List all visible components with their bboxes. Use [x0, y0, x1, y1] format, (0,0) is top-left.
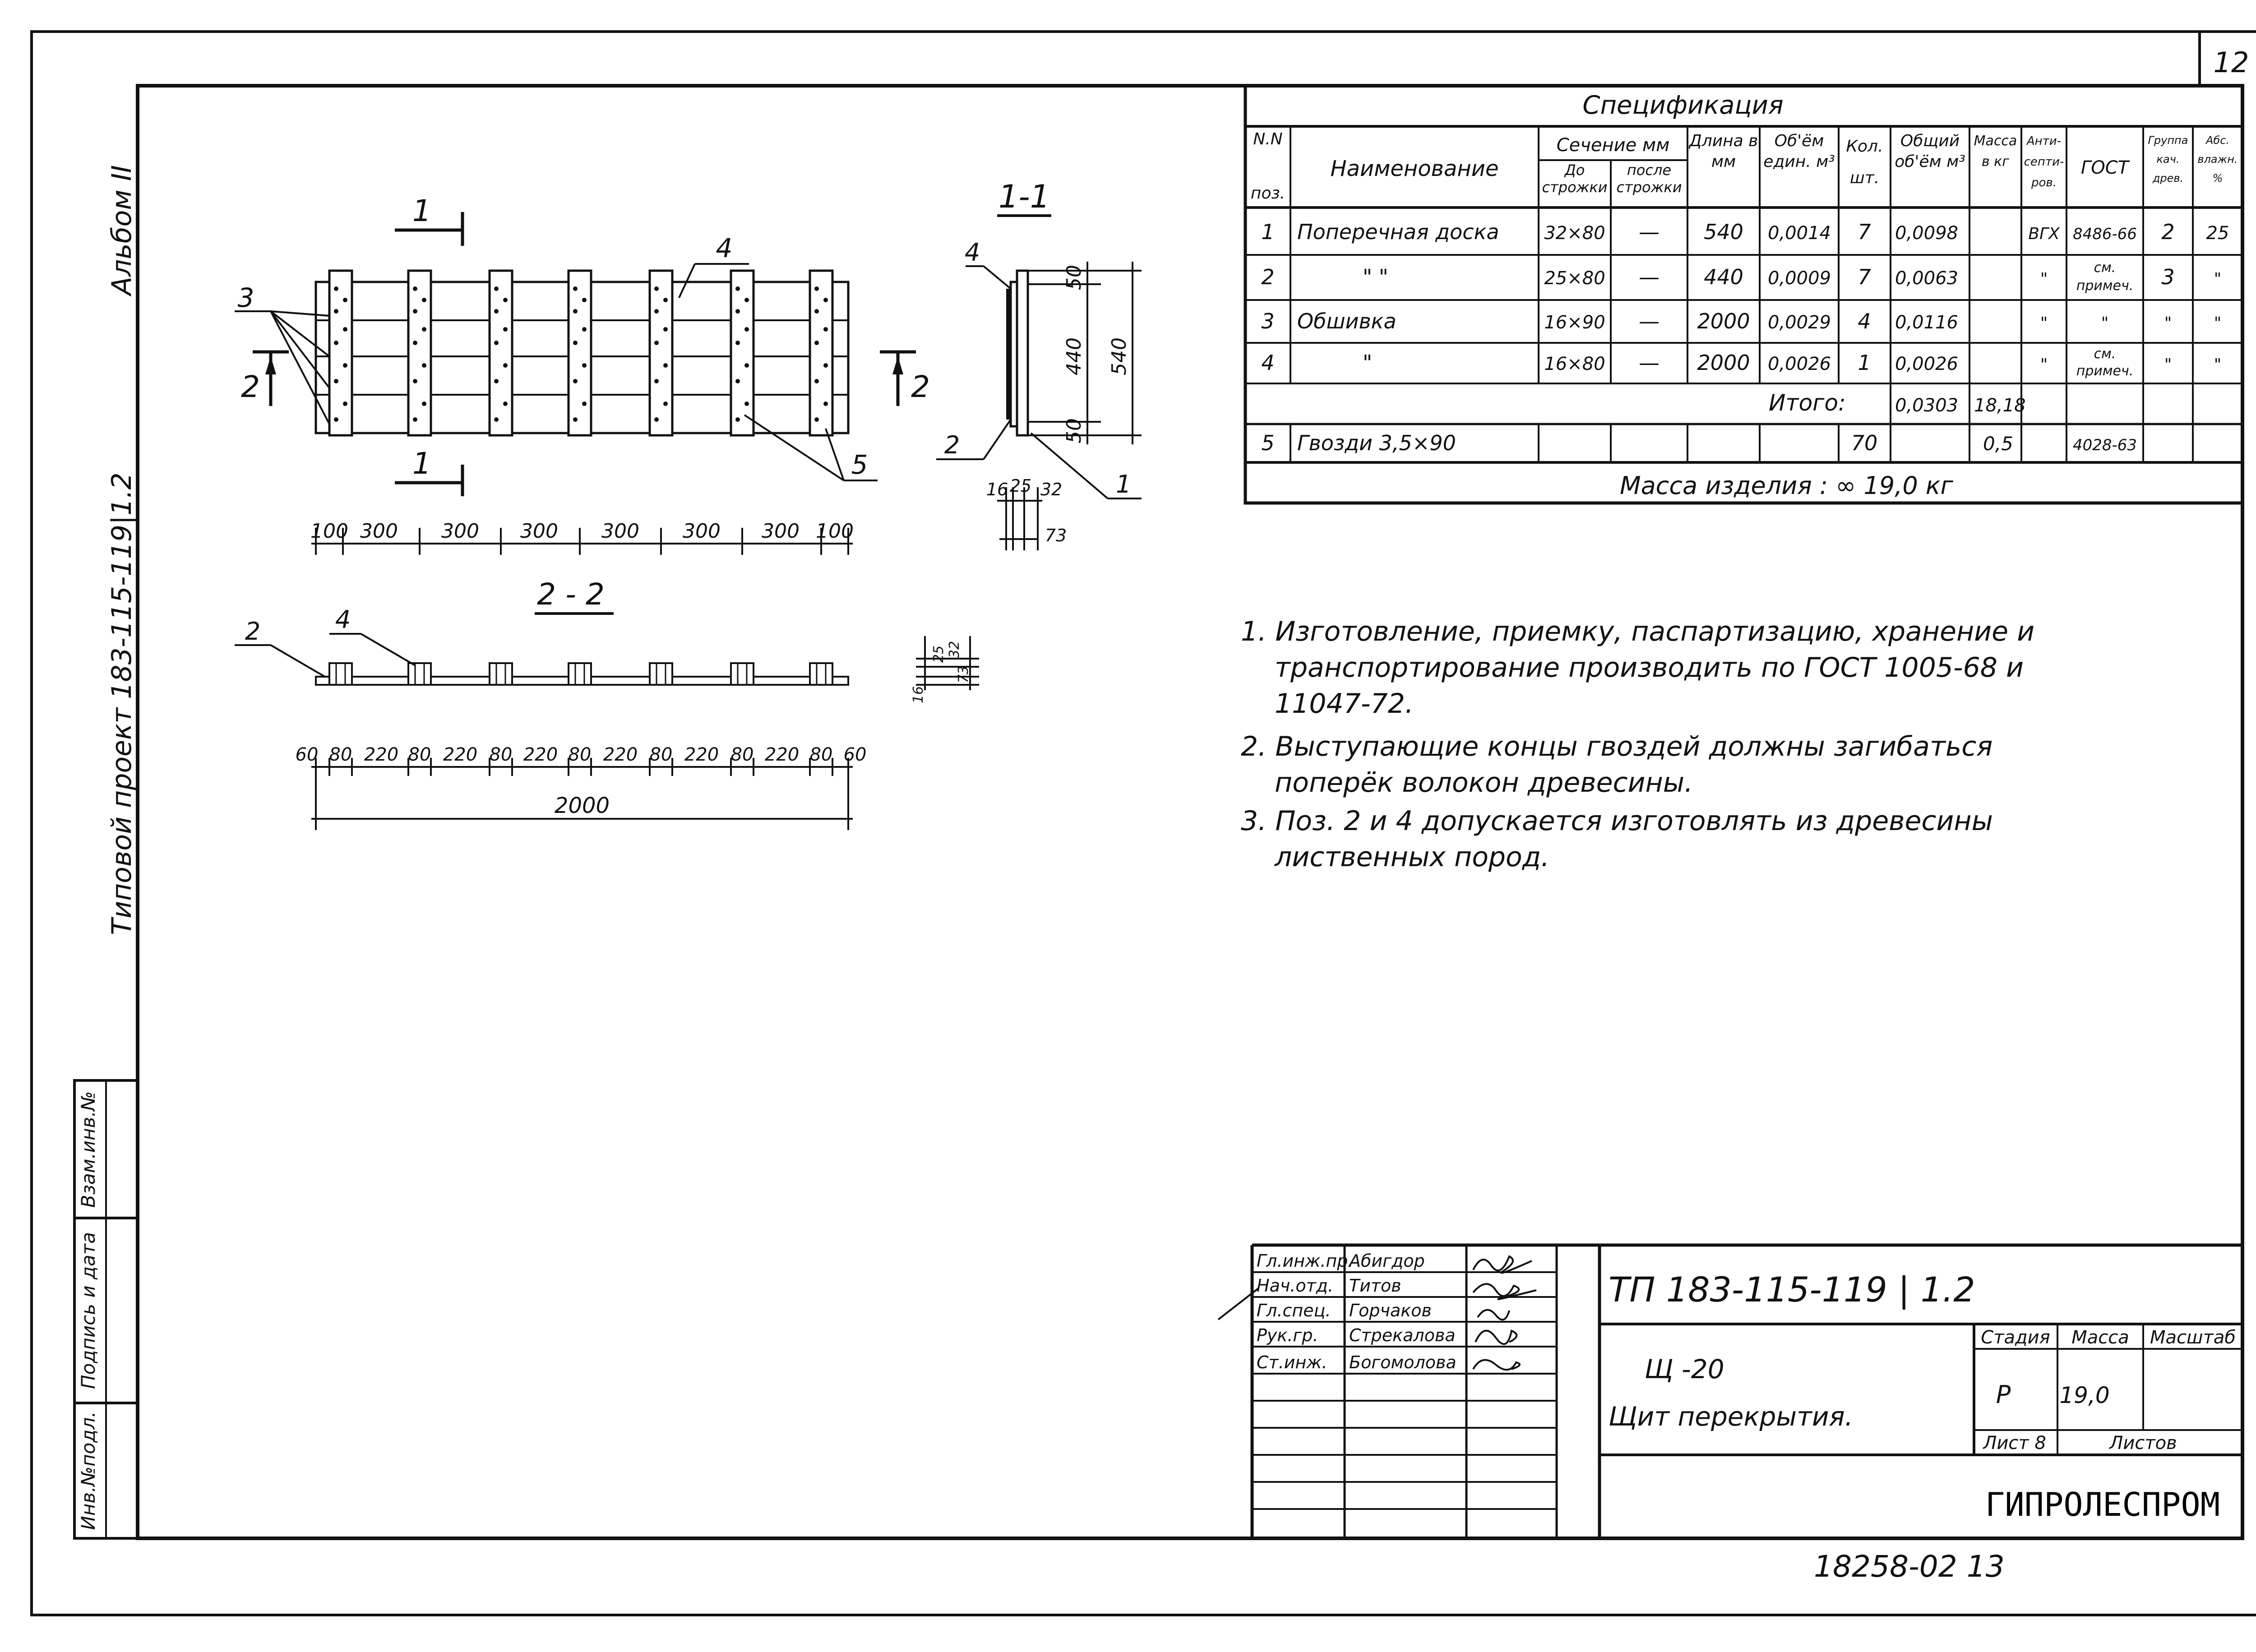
side-cell-replace: Взам.инв.№ [77, 1091, 99, 1208]
section-1-1-dim-h: 73 [1045, 526, 1067, 545]
leader-label: 5 [851, 449, 868, 480]
section-2-2-cross [490, 663, 512, 685]
section-1-1 [936, 178, 1142, 550]
plan-dim: 100 [310, 520, 348, 543]
spec-total-label: Итого: [1769, 390, 1846, 416]
item-code: Щ -20 [1645, 1354, 1724, 1384]
spec-row-total: 0,0063 [1895, 268, 1958, 289]
note-line: 3. Поз. 2 и 4 допускается изготовлять из древесины [1241, 805, 1993, 837]
section-1-1-leader: 2 [944, 431, 960, 459]
spec-row-antiseptic: ВГХ [2028, 225, 2060, 243]
spec-row-length: 440 [1704, 265, 1743, 289]
plan-dim: 300 [360, 520, 398, 543]
spec-row-gost: см. примеч. [2076, 260, 2134, 294]
spec-row-pos: 4 [1261, 351, 1275, 375]
plan-view [235, 194, 930, 555]
bottom-code: 18258-02 13 [1814, 1549, 2005, 1584]
spec-row-name: Поперечная доска [1297, 220, 1499, 244]
spec-row-after: — [1639, 265, 1660, 289]
section-2-2-cross [408, 663, 431, 685]
spec-row-before: 16×80 [1544, 354, 1605, 374]
section-2-2-dim: 60 [295, 744, 319, 765]
section-1-1-leader: 4 [964, 238, 980, 267]
spec-row-grade: " [2164, 314, 2172, 332]
cross-board [810, 271, 832, 435]
spec-total-volume: 0,0303 [1895, 395, 1958, 416]
cross-board [408, 271, 431, 435]
spec-nails-mass: 0,5 [1983, 433, 2013, 455]
section-2-2-dim: 80 [649, 744, 673, 765]
title-block-role: Рук.гр. [1257, 1325, 1318, 1345]
spec-row-length: 540 [1704, 220, 1743, 244]
title-block-person: Стрекалова [1349, 1325, 1456, 1345]
hdr-qty: Кол. шт. [1846, 137, 1883, 187]
hdr-volume-total: Общий об'ём м³ [1895, 132, 1965, 171]
title-block-role: Ст.инж. [1257, 1352, 1327, 1372]
section-1-1-dim-h: 25 [1009, 476, 1032, 496]
spec-row-total: 0,0116 [1895, 312, 1958, 333]
spec-row-antiseptic: " [2040, 314, 2048, 332]
spec-row-humidity: " [2214, 314, 2222, 332]
spec-row-volume: 0,0014 [1768, 223, 1831, 244]
spec-row-pos: 1 [1261, 220, 1275, 244]
sheets-label: Листов [2109, 1433, 2177, 1454]
sheet-label: Лист 8 [1983, 1433, 2046, 1454]
hdr-length: Длина в мм [1689, 132, 1758, 171]
hdr-mass: Масса в кг [1974, 133, 2017, 170]
leader-label: 3 [237, 282, 254, 313]
plan-dim: 300 [762, 520, 800, 543]
spec-row-volume: 0,0026 [1768, 354, 1831, 374]
spec-row-before: 32×80 [1544, 223, 1605, 244]
section-2-2-cross [569, 663, 591, 685]
notes [1241, 616, 2034, 873]
spec-nails-qty: 70 [1851, 431, 1878, 455]
spec-row-name: Обшивка [1297, 309, 1396, 333]
title-block-role: Гл.инж.пр. [1257, 1251, 1354, 1271]
section-1-1-dim-h: 16 [986, 480, 1008, 499]
spec-row-gost: " [2101, 314, 2109, 332]
title-block-role: Нач.отд. [1257, 1276, 1334, 1296]
spec-row-volume: 0,0009 [1768, 268, 1831, 289]
spec-row-after: — [1639, 220, 1660, 244]
section-2-2-small-dim: 32 [947, 641, 962, 659]
hdr-volume-unit: Об'ём един. м³ [1763, 132, 1835, 171]
hdr-pos-bottom: поз. [1250, 184, 1285, 203]
product-mass: Масса изделия : ∞ 19,0 кг [1620, 471, 1953, 500]
section-2-2-dim: 220 [764, 744, 800, 765]
side-cell-inventory: Инв.№подл. [77, 1411, 99, 1530]
section-1-1-cross [1017, 271, 1028, 435]
spec-row-qty: 4 [1858, 309, 1871, 333]
note-line: поперёк волокон древесины. [1275, 767, 1693, 798]
page-number: 12 [2213, 46, 2249, 79]
spec-row-humidity: 25 [2206, 223, 2229, 244]
spec-row-qty: 1 [1858, 351, 1871, 375]
section-1-1-leader: 1 [1115, 470, 1132, 498]
section-1-1-dim-h: 32 [1040, 480, 1063, 499]
stage-label: Стадия [1981, 1327, 2050, 1348]
section-2-2-leader: 4 [335, 605, 351, 634]
hdr-section-before: До строжки [1542, 162, 1608, 196]
section-2-2-dim: 220 [684, 744, 719, 765]
side-cell-signature: Подпись и дата [77, 1232, 99, 1389]
title-block-person: Горчаков [1349, 1301, 1432, 1320]
section-1-1-title: 1-1 [998, 178, 1050, 215]
signature-scribbles [1473, 1256, 1536, 1370]
section-2-2-dim: 80 [489, 744, 513, 765]
spec-row-after: — [1639, 309, 1660, 333]
spec-title: Спецификация [1582, 91, 1784, 120]
hdr-gost: ГОСТ [2080, 157, 2129, 178]
cross-board [329, 271, 352, 435]
specification-table [1245, 86, 2242, 503]
title-block-role: Гл.спец. [1257, 1301, 1331, 1320]
section-1-1-sheathing [1006, 289, 1011, 420]
spec-row-humidity: " [2214, 270, 2222, 288]
stage-value: Р [1996, 1380, 2011, 1409]
plan-dim: 300 [520, 520, 558, 543]
spec-row-length: 2000 [1697, 309, 1750, 333]
spec-row-before: 25×80 [1544, 268, 1605, 289]
plan-dim: 100 [816, 520, 854, 543]
hdr-section-after: после строжки [1616, 162, 1682, 196]
section-2-2-dim: 80 [730, 744, 754, 765]
hdr-antiseptic: Анти- септи- ров. [2024, 134, 2064, 189]
section-mark-label: 1 [412, 194, 431, 228]
spec-row-volume: 0,0029 [1768, 312, 1831, 333]
section-mark-label: 2 [911, 369, 930, 404]
document-code: ТП 183-115-119 | 1.2 [1609, 1269, 1975, 1310]
section-2-2-dim: 220 [443, 744, 478, 765]
section-mark-label: 1 [412, 446, 431, 481]
spec-row-humidity: " [2214, 355, 2222, 374]
section-2-2-dim: 60 [843, 744, 867, 765]
section-2-2-small-dim: 73 [956, 665, 971, 683]
plan-dim: 300 [683, 520, 721, 543]
spec-nails-pos: 5 [1261, 431, 1275, 455]
hdr-section: Сечение мм [1556, 135, 1670, 156]
note-line: транспортирование производить по ГОСТ 1005-68 и [1275, 652, 2024, 683]
section-2-2-dim: 80 [329, 744, 352, 765]
section-2-2-dim: 220 [523, 744, 558, 765]
scale-label: Масштаб [2150, 1327, 2236, 1348]
spec-row-grade: 3 [2161, 265, 2175, 289]
spec-row-name: " [1363, 351, 1373, 375]
spec-row-total: 0,0098 [1895, 223, 1958, 244]
hdr-grade: Группа кач. древ. [2148, 134, 2188, 185]
section-2-2 [235, 577, 979, 830]
leader-label: 4 [716, 233, 733, 263]
section-2-2-leader: 2 [245, 617, 261, 646]
spec-row-antiseptic: " [2040, 270, 2048, 288]
section-1-1-dim-v: 50 [1063, 418, 1086, 443]
section-2-2-small-dim: 16 [911, 686, 926, 704]
title-block-person: Абигдор [1349, 1251, 1425, 1271]
hdr-pos-top: N.N [1253, 130, 1283, 148]
spec-row-gost: 8486-66 [2072, 225, 2137, 243]
section-1-1-dim-v: 540 [1108, 337, 1131, 375]
title-block-person: Богомолова [1349, 1352, 1456, 1372]
spec-row-before: 16×90 [1544, 312, 1605, 333]
spec-row-gost: см. примеч. [2076, 346, 2134, 379]
spec-row-qty: 7 [1858, 265, 1871, 289]
spec-total-mass: 18,18 [1974, 395, 2026, 416]
section-2-2-cross [329, 663, 352, 685]
note-line: лиственных пород. [1275, 841, 1550, 873]
spec-row-pos: 3 [1261, 309, 1275, 333]
title-block-person: Титов [1349, 1276, 1401, 1296]
spec-nails-name: Гвозди 3,5×90 [1297, 431, 1456, 455]
project-label: Типовой проект 183-115-119|1.2 [106, 472, 138, 935]
section-2-2-cross [810, 663, 832, 685]
section-2-2-cross [731, 663, 754, 685]
cross-board [490, 271, 512, 435]
section-2-2-dim: 220 [603, 744, 638, 765]
spec-row-antiseptic: " [2040, 355, 2048, 374]
note-line: 11047-72. [1275, 688, 1414, 720]
section-mark-label: 2 [241, 369, 260, 404]
plan-dim: 300 [441, 520, 479, 543]
spec-row-qty: 7 [1858, 220, 1871, 244]
mass-value: 19,0 [2059, 1382, 2110, 1408]
title-block [1218, 1245, 2242, 1538]
spec-row-grade: " [2164, 355, 2172, 374]
spec-row-name: " " [1363, 265, 1388, 289]
plan-dim: 300 [601, 520, 639, 543]
spec-row-total: 0,0026 [1895, 354, 1958, 374]
cross-board [731, 271, 754, 435]
section-1-1-dim-v: 440 [1063, 337, 1086, 375]
section-1-1-dim-v: 50 [1063, 265, 1086, 290]
section-2-2-dim: 80 [568, 744, 592, 765]
mass-label: Масса [2071, 1327, 2129, 1348]
section-2-2-dim: 80 [809, 744, 833, 765]
cross-board [569, 271, 591, 435]
organization-name: ГИПРОЛЕСПРОМ [1985, 1486, 2220, 1523]
spec-row-after: — [1639, 351, 1660, 375]
cross-board [650, 271, 672, 435]
note-line: 2. Выступающие концы гвоздей должны загибаться [1241, 731, 1993, 762]
section-2-2-dim: 220 [364, 744, 399, 765]
hdr-name: Наименование [1330, 156, 1499, 181]
spec-row-length: 2000 [1697, 351, 1750, 375]
section-2-2-cross [650, 663, 672, 685]
section-2-2-small-dim: 25 [931, 645, 947, 663]
album-label: Альбом II [106, 165, 138, 295]
section-2-2-overall: 2000 [554, 793, 610, 818]
spec-nails-gost: 4028-63 [2072, 436, 2137, 454]
item-name: Щит перекрытия. [1609, 1401, 1853, 1432]
side-stamp [74, 165, 138, 1538]
spec-row-pos: 2 [1261, 265, 1275, 289]
hdr-humidity: Абс. влажн. % [2197, 134, 2238, 185]
section-2-2-title: 2 - 2 [537, 577, 605, 612]
spec-row-grade: 2 [2161, 220, 2175, 244]
section-2-2-dim: 80 [408, 744, 431, 765]
note-line: 1. Изготовление, приемку, паспартизацию, хранение и [1241, 616, 2035, 647]
